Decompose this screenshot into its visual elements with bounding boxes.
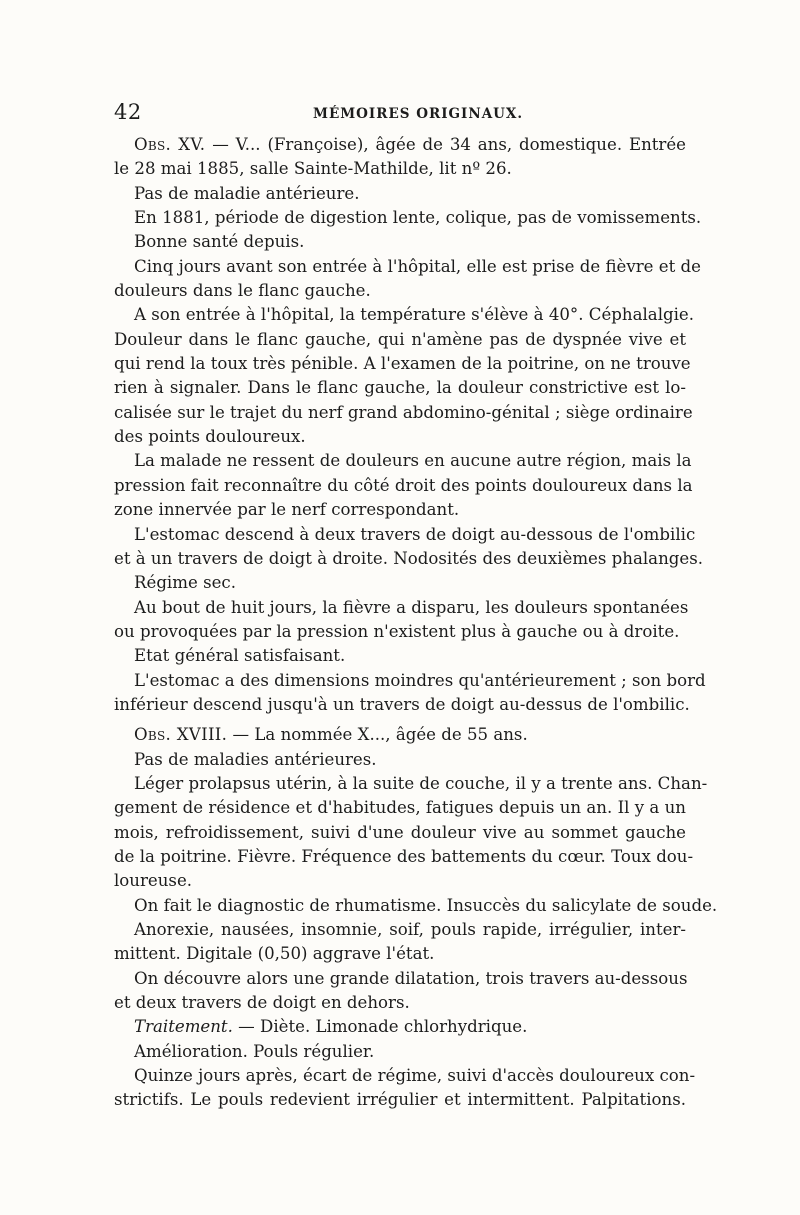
text-line [114, 279, 686, 303]
line-text: zone innervée par le nerf correspondant. [114, 500, 460, 520]
observation-label: Obs. XVIII. [134, 725, 228, 745]
line-text: Amélioration. Pouls régulier. [134, 1041, 375, 1061]
text-line [114, 474, 693, 498]
text-line [114, 796, 686, 820]
line-text: gement de résidence et d'habitudes, fatigues depuis un an. Il y a un [114, 798, 686, 818]
text-line [114, 157, 686, 181]
line-text: Léger prolapsus utérin, à la suite de couche, il y a trente ans. Chan- [134, 773, 708, 793]
line-text: douleurs dans le flanc gauche. [114, 281, 371, 301]
running-title: MÉMOIRES ORIGINAUX. [313, 106, 524, 122]
text-line [114, 845, 694, 869]
text-line [114, 571, 686, 595]
line-text: Etat général satisfaisant. [134, 646, 346, 666]
text-line [114, 1088, 686, 1112]
text-line [114, 669, 706, 693]
line-text: On découvre alors une grande dilatation, trois travers au-dessous [134, 968, 688, 988]
text-line [114, 967, 686, 991]
text-line [114, 352, 691, 376]
line-text: Cinq jours avant son entrée à l'hôpital, elle est prise de fièvre et de [134, 256, 701, 276]
text-line [114, 547, 703, 571]
line-text: strictifs. Le pouls redevient irrégulier et intermittent. Palpitations. [114, 1090, 686, 1110]
line-text: des points douloureux. [114, 427, 306, 447]
line-text: En 1881, période de digestion lente, colique, pas de vomissements. [134, 208, 702, 228]
line-text: Bonne santé depuis. [134, 232, 305, 252]
line-text: — Diète. Limonade chlorhydrique. [232, 1017, 528, 1037]
line-text: Pas de maladies antérieures. [134, 749, 377, 769]
line-text: L'estomac a des dimensions moindres qu'antérieurement ; son bord [134, 670, 706, 690]
line-text: — La nommée X..., âgée de 55 ans. [227, 725, 528, 745]
line-text: loureuse. [114, 871, 193, 891]
line-text: L'estomac descend à deux travers de doigt au-dessous de l'ombilic [134, 524, 696, 544]
line-text: Quinze jours après, écart de régime, suivi d'accès douloureux con- [134, 1066, 696, 1086]
line-text: pression fait reconnaître du côté droit des points douloureux dans la [114, 475, 693, 495]
text-line [114, 772, 708, 796]
text-line [114, 498, 686, 522]
line-text: le 28 mai 1885, salle Sainte-Mathilde, lit nº 26. [114, 159, 512, 179]
line-text: La malade ne ressent de douleurs en aucune autre région, mais la [134, 451, 692, 471]
text-line [114, 1015, 686, 1039]
line-text: Régime sec. [134, 573, 236, 593]
text-line [114, 894, 718, 918]
line-text: de la poitrine. Fièvre. Fréquence des battements du cœur. Toux dou- [114, 846, 694, 866]
body-text [114, 133, 718, 1113]
text-line [114, 1040, 686, 1064]
line-text: Anorexie, nausées, insomnie, soif, pouls rapide, irrégulier, inter- [134, 920, 686, 939]
text-line [114, 523, 696, 547]
text-line [114, 942, 686, 966]
text-line [114, 182, 686, 206]
text-line [114, 644, 686, 668]
text-line [114, 230, 686, 254]
text-line [114, 869, 686, 893]
text-line [114, 303, 695, 327]
line-text: Au bout de huit jours, la fièvre a disparu, les douleurs spontanées [134, 597, 689, 617]
line-text: rien à signaler. Dans le flanc gauche, la douleur constrictive est lo- [114, 378, 686, 398]
page-number: 42 [114, 100, 142, 124]
line-text: Douleur dans le flanc gauche, qui n'amène pas de dyspnée vive et [114, 329, 686, 349]
text-line [114, 376, 686, 400]
line-text: Pas de maladie antérieure. [134, 183, 360, 203]
text-line [114, 723, 686, 747]
line-text: qui rend la toux très pénible. A l'examen de la poitrine, on ne trouve [114, 354, 691, 374]
text-line [114, 620, 686, 644]
line-text: mittent. Digitale (0,50) aggrave l'état. [114, 944, 435, 964]
text-line [114, 401, 693, 425]
treatment-label: Traitement. [134, 1017, 233, 1037]
line-text: mois, refroidissement, suivi d'une douleur vive au sommet gauche [114, 822, 686, 842]
text-line [114, 748, 686, 772]
text-line [114, 821, 686, 845]
text-line [114, 425, 686, 449]
text-line [114, 206, 702, 230]
line-text: ou provoquées par la pression n'existent plus à gauche ou à droite. [114, 621, 680, 641]
line-text: — V... (Françoise), âgée de 34 ans, domestique. Entrée [205, 135, 686, 154]
page-header [114, 100, 684, 126]
line-text: On fait le diagnostic de rhumatisme. Insuccès du salicylate de soude. [134, 895, 718, 915]
line-text: A son entrée à l'hôpital, la température s'élève à 40°. Céphalalgie. [134, 305, 695, 325]
text-line [114, 133, 686, 157]
text-line [114, 328, 686, 352]
observation-label: Obs. XV. [134, 135, 206, 154]
line-text: inférieur descend jusqu'à un travers de doigt au-dessus de l'ombilic. [114, 694, 690, 714]
text-line [114, 918, 686, 942]
text-line [114, 449, 692, 473]
text-line [114, 596, 689, 620]
line-text: et deux travers de doigt en dehors. [114, 993, 410, 1013]
text-line [114, 991, 686, 1015]
text-line [114, 255, 701, 279]
line-text: calisée sur le trajet du nerf grand abdomino-génital ; siège ordinaire [114, 402, 693, 422]
text-line [114, 1064, 696, 1088]
line-text: et à un travers de doigt à droite. Nodosités des deuxièmes phalanges. [114, 548, 703, 568]
text-line [114, 693, 690, 717]
